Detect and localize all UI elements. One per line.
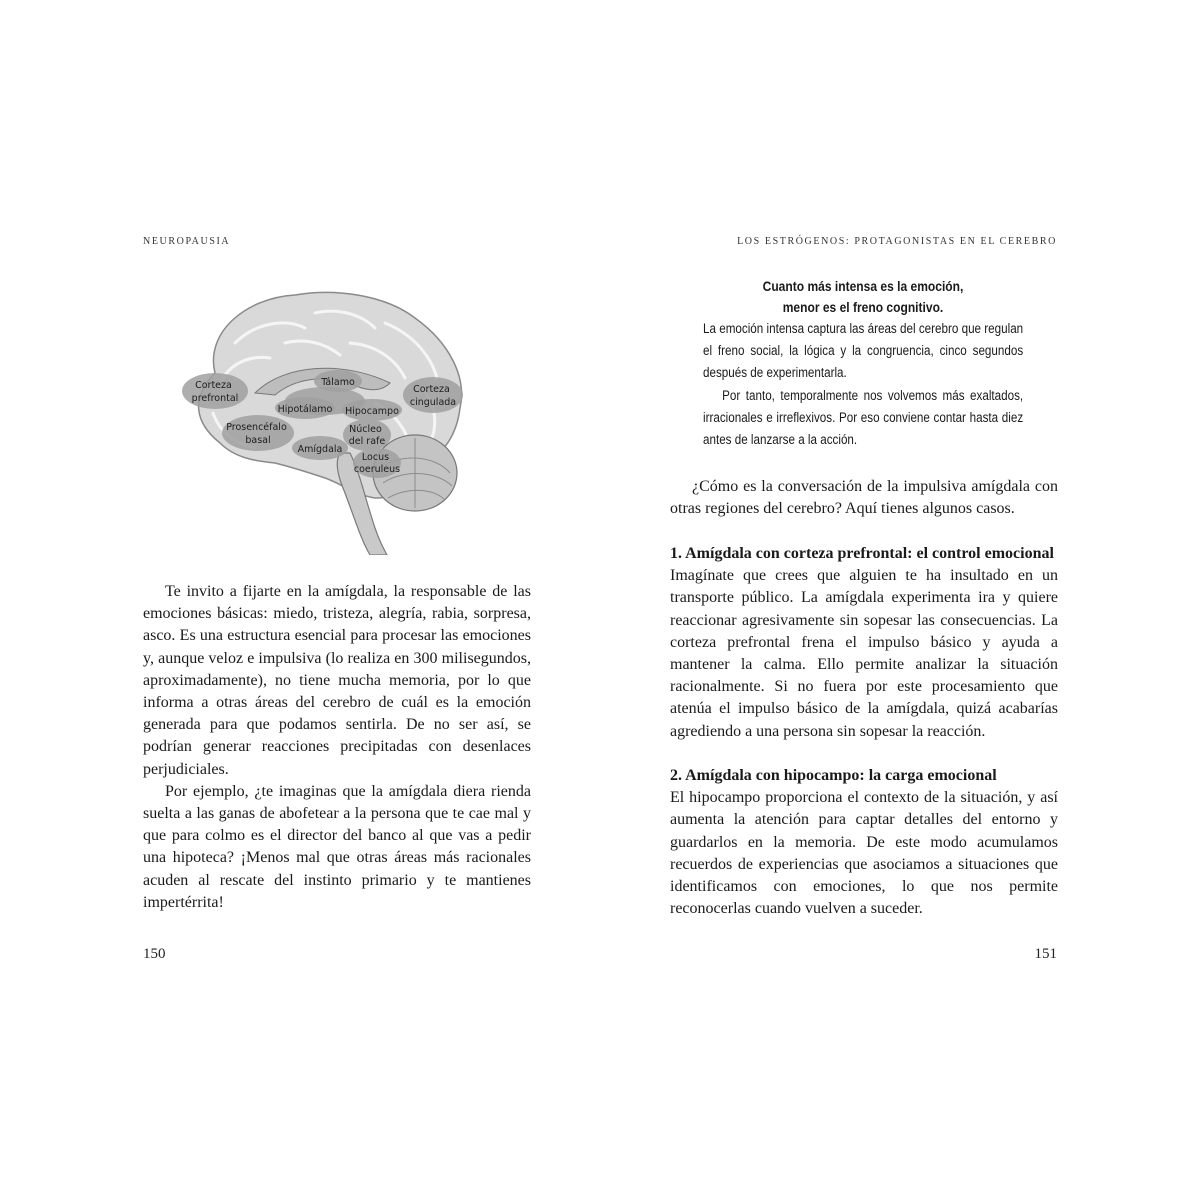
label-nucleo-rafe-1: Núcleo — [349, 424, 382, 435]
label-talamo: Tálamo — [321, 377, 355, 388]
left-body-text — [143, 581, 531, 914]
callout-title-line1: Cuanto más intensa es la emoción, — [762, 278, 964, 294]
callout-title-line2: menor es el freno cognitivo. — [782, 299, 944, 315]
page-number-right: 151 — [1034, 946, 1057, 962]
section-heading: 2. Amígdala con hipocampo: la carga emocional — [670, 767, 997, 784]
label-locus-2: coeruleus — [353, 464, 401, 475]
section-2 — [670, 765, 1058, 920]
label-prosencefalo-2: basal — [245, 435, 271, 446]
paragraph: Por ejemplo, ¿te imaginas que la amígdala diera rienda suelta a las ganas de abofetear a la persona que te cae mal y que para colmo es el director del banco al que vas a pedir una hipoteca? ¡Menos mal que otras áreas más racionales acuden al rescate del instinto primario y te mantienes impertérrita! — [143, 782, 531, 911]
callout-box — [703, 276, 1023, 451]
running-head-right: LOS ESTRÓGENOS: PROTAGONISTAS EN EL CEREBRO — [737, 236, 1057, 247]
label-locus-1: Locus — [361, 452, 390, 463]
label-corteza-cingulada-2: cingulada — [409, 397, 457, 408]
running-head-left: NEUROPAUSIA — [143, 236, 231, 247]
section-text: Imagínate que crees que alguien te ha insultado en un transporte público. La amígdala experimenta ira y quiere reaccionar agresivamente sin sopesar las consecuencias. La corteza prefrontal frena el impulso básico y ayuda a mantener la calma. Ello permite analizar la situación racionalmente. Si no fuera por este procesamiento que atenúa el impulso básico de la amígdala, quizá acabarías agrediendo a una persona sin sopesar la reacción. — [670, 567, 1058, 740]
svg-text:Núcleo del rafe — [349, 424, 386, 447]
brain-illustration — [175, 283, 465, 555]
intro-paragraph: ¿Cómo es la conversación de la impulsiva amígdala con otras regiones del cerebro? Aquí tienes algunos casos. — [670, 478, 1058, 518]
label-nucleo-rafe-2: del rafe — [348, 436, 386, 447]
right-page — [600, 0, 1200, 1200]
label-hipocampo: Hipocampo — [345, 406, 399, 417]
label-hipotalamo: Hipotálamo — [277, 404, 333, 415]
callout-paragraph: Por tanto, temporalmente nos volvemos más exaltados, irracionales e irreflexivos. Por eso conviene contar hasta diez antes de lanzarse a la acción. — [703, 387, 1024, 448]
section-1 — [670, 543, 1058, 743]
section-text: El hipocampo proporciona el contexto de la situación, y así aumenta la atención para captar detalles del entorno y guardarlos en la memoria. De este modo acumulamos recuerdos de experiencias que asociamos a situaciones que identificamos con emociones, lo que nos permite reconocerlas cuando vuelven a suceder. — [670, 789, 1058, 918]
intro-text — [670, 476, 1058, 520]
label-corteza-prefrontal-1: Corteza — [195, 380, 232, 391]
label-corteza-cingulada-1: Corteza — [413, 384, 450, 395]
label-prosencefalo-1: Prosencéfalo — [226, 422, 287, 433]
page-number-left: 150 — [143, 946, 166, 962]
label-corteza-prefrontal-2: prefrontal — [191, 393, 239, 404]
paragraph: Te invito a fijarte en la amígdala, la responsable de las emociones básicas: miedo, tristeza, alegría, rabia, sorpresa, asco. Es una estructura esencial para procesar las emociones y, aunque veloz e impulsiva (lo realiza en 300 milisegundos, aproximadamente), no tiene mucha memoria, por lo que informa a otras áreas del cerebro de cuál es la emoción generada para que podamos sentirla. De no ser así, se podrían generar reacciones precipitadas con desenlaces perjudiciales. — [143, 583, 531, 778]
callout-text — [703, 318, 1023, 451]
callout-paragraph: La emoción intensa captura las áreas del cerebro que regulan el freno social, la lógica y la congruencia, cinco segundos después de experimentarla. — [703, 321, 1024, 381]
section-heading: 1. Amígdala con corteza prefrontal: el control emocional — [670, 545, 1054, 562]
callout-title — [725, 276, 1000, 318]
label-amigdala: Amígdala — [297, 444, 343, 455]
